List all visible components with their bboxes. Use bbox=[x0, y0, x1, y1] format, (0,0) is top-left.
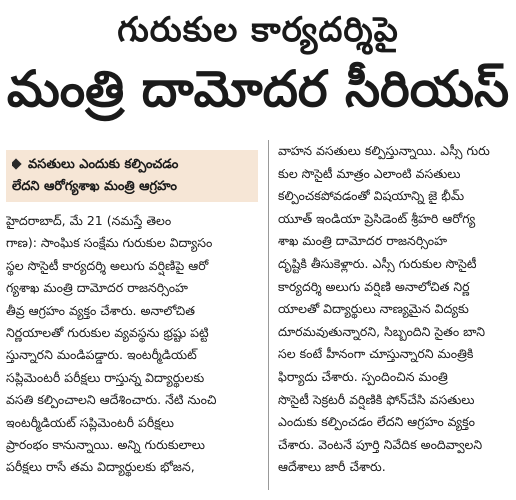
right-column-text bbox=[278, 140, 510, 479]
body-text-line: కుల సొసైటీ మాత్రం ఎలాంటి వసతులు bbox=[278, 165, 461, 181]
body-text-line: శాఖ మంత్రి దామోదర రాజనర్సింహ bbox=[278, 233, 448, 249]
body-text-line: స్థల సొసైటీ కార్యదర్శి అలుగు వర్షిణిపై ఆరో bbox=[6, 257, 209, 273]
body-text-line: కార్యదర్శి అలుగు వర్షిణి అనాలోచిత నిర్ణ bbox=[278, 278, 470, 294]
body-text-line: పరీక్షలు రాసే తమ విద్యార్థులకు భోజన, bbox=[6, 459, 195, 475]
body-text-line: వసతి కల్పించాలని ఆదేశించారు. నేటి నుంచి bbox=[6, 392, 217, 408]
body-text-line: ఆదేశాలు జారీ చేశారు. bbox=[278, 459, 386, 475]
body-text-line: తీవ్ర ఆగ్రహం వ్యక్తం చేశారు. అనాలోచిత bbox=[6, 302, 195, 318]
body-text-line: గాణ): సాంఘిక సంక్షేమ గురుకుల విద్యాసం bbox=[6, 235, 213, 251]
subhead-line-2: లేదని ఆరోగ్యశాఖ మంత్రి ఆగ్రహం bbox=[12, 179, 178, 194]
subhead-box bbox=[6, 150, 258, 202]
body-text-line: స్తున్నారని మండిపడ్డారు. ఇంటర్మీడియట్ bbox=[6, 347, 197, 363]
body-text-line: నిర్ణయాలతో గురుకుల వ్యవస్థను భ్రష్టు పట్టి bbox=[6, 325, 209, 341]
body-text-line: ఎందుకు కల్పించడం లేదని ఆగ్రహం వ్యక్తం bbox=[278, 414, 475, 430]
headline-line-1: గురుకుల కార్యదర్శిపై bbox=[117, 10, 399, 50]
body-text-line: సప్లిమెంటరీ పరీక్షలు రాస్తున్న విద్యార్థులకు bbox=[6, 369, 205, 385]
headline-line-2: మంత్రి దామోదర సీరియస్ bbox=[6, 60, 510, 118]
body-text-line: సల కంటే హీనంగా చూస్తున్నారని మంత్రికి bbox=[278, 346, 474, 362]
left-column bbox=[6, 150, 258, 479]
right-column bbox=[278, 140, 510, 479]
left-column-text bbox=[6, 210, 258, 479]
body-text-line: యాలతో విద్యార్థులు నాణ్యమైన విద్యకు bbox=[278, 301, 469, 317]
subhead-line-1 bbox=[12, 154, 252, 176]
body-text-line: చేశారు. వెంటనే పూర్తి నివేదిక అందివ్వాలని bbox=[278, 436, 483, 452]
body-text-line: దూరమవుతున్నారని, సిబ్బందిని సైతం బాని bbox=[278, 323, 485, 339]
article-body bbox=[6, 140, 510, 496]
diamond-bullet-icon bbox=[12, 158, 22, 169]
body-text-line: దృష్టికి తీసుకెళ్లారు. ఎస్సీ గురుకుల సొసైటీ bbox=[278, 255, 477, 271]
body-text-line: యూత్ ఇండియా ప్రెసిడెంట్ శ్రీహరి ఆరోగ్య bbox=[278, 210, 476, 226]
column-divider bbox=[268, 140, 269, 490]
body-text-line: గ్యశాఖ మంత్రి దామోదర రాజనర్సింహ bbox=[6, 280, 188, 296]
body-text-line: వాహన వసతులు కల్పిస్తున్నాయి. ఎస్సీ గురు bbox=[278, 143, 490, 158]
subhead-text-1: వసతులు ఎందుకు కల్పించడం bbox=[28, 157, 179, 172]
body-text-line: సొసైటీ సెక్రటరీ వర్షిణికి ఫోన్‌చేసి వసతులు bbox=[278, 391, 475, 407]
body-text-line: ప్రారంభం కానున్నాయి. అన్ని గురుకులాలు bbox=[6, 437, 205, 453]
body-text-line: ఫిర్యాదు చేశారు. స్పందించిన మంత్రి bbox=[278, 368, 448, 384]
body-text-line: కల్పించకపోవడంతో విషయాన్ని జై భీమ్ bbox=[278, 188, 465, 204]
body-text-line: ఇంటర్మీడియట్ సప్లిమెంటరీ పరీక్షలు bbox=[6, 414, 175, 430]
body-text-line: హైదరాబాద్, మే 21 (నమస్తే తెలం bbox=[6, 213, 172, 228]
